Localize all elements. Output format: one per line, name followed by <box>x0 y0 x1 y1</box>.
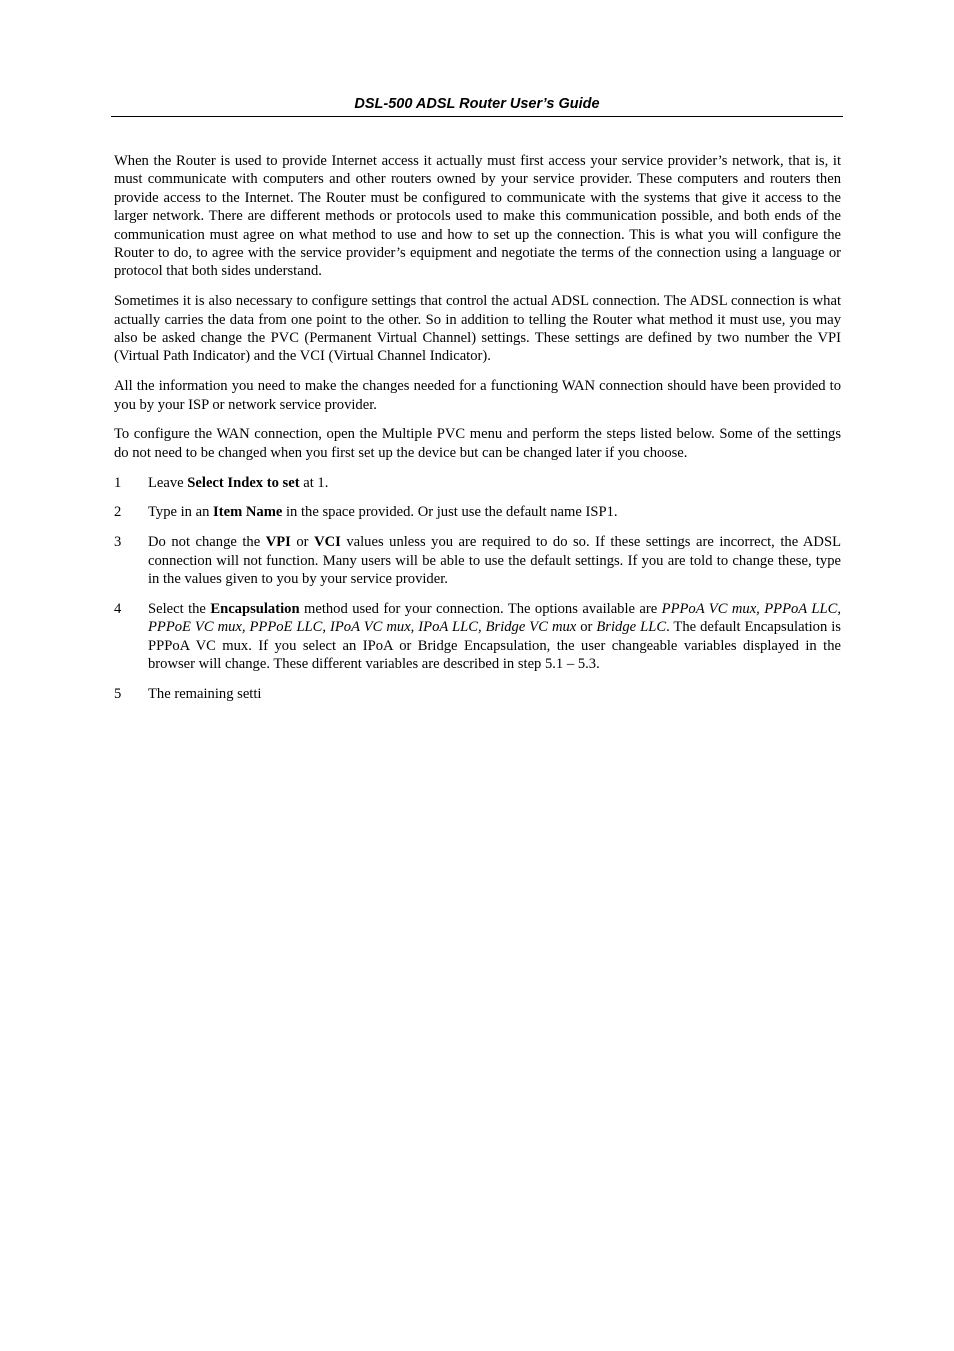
paragraph-configure-wan: To configure the WAN connection, open the Multiple PVC menu and perform the steps listed below. Some of the settings do not need to be changed when you first set up the device but can be changed later if you choose. <box>114 426 841 461</box>
step-text: at 1. <box>299 474 329 491</box>
step-text: Leave <box>148 474 188 491</box>
step-4 <box>114 600 841 674</box>
step-5 <box>114 685 841 703</box>
step-text: in the space provided. Or just use the default name ISP1. <box>282 504 618 521</box>
step-number: 4 <box>114 600 122 617</box>
step-number: 5 <box>114 685 122 702</box>
paragraph-router-access: When the Router is used to provide Internet access it actually must first access your service provider’s network, that is, it must communicate with computers and other routers owned by your service provider. These computers and routers then provide access to the Internet. The Router must be configured to communicate with the systems that give it access to the larger network. There are different methods or protocols used to make this communication possible, and both ends of the communication must agree on what method to use and how to set up the connection. This is what you will configure the Router to do, to agree with the service provider’s equipment and negotiate the terms of the connection using a language or protocol that both sides understand. <box>114 153 841 280</box>
step-term: Item Name <box>213 504 283 521</box>
paragraph-isp-information: All the information you need to make the changes needed for a functioning WAN connection should have been provided to you by your ISP or network service provider. <box>114 378 841 413</box>
step-text: or <box>576 619 597 636</box>
step-text: The remaining setti <box>148 685 262 702</box>
step-term: VPI <box>265 534 291 551</box>
step-1 <box>114 474 841 492</box>
step-number: 1 <box>114 474 122 491</box>
step-2 <box>114 503 841 521</box>
step-text: Type in an <box>148 504 214 521</box>
step-text: Do not change the <box>148 534 266 551</box>
step-text: Select the <box>148 600 211 617</box>
step-text: or <box>290 534 315 551</box>
step-number: 3 <box>114 534 122 551</box>
step-number: 2 <box>114 504 122 521</box>
step-term: Select Index to set <box>187 474 300 491</box>
encapsulation-options: PPPoA VC mux, PPPoA LLC, PPPoE VC mux, PPPoE LLC, IPoA VC mux, IPoA LLC, Bridge VC mux <box>148 600 841 636</box>
step-text: . The default Encapsulation is PPPoA VC mux. If you select an IPoA or Bridge Encapsulation, the user changeable variables displayed in the browser will change. These different variables are described in step 5.1 – 5.3. <box>148 619 841 673</box>
step-3 <box>114 533 841 588</box>
step-term: Encapsulation <box>210 600 300 617</box>
step-text: values unless you are required to do so. If these settings are incorrect, the ADSL connection will not function. Many users will be able to use the default settings. If you are told to change these, type in the values given to you by your service provider. <box>148 534 842 588</box>
paragraph-adsl-connection: Sometimes it is also necessary to configure settings that control the actual ADSL connection. The ADSL connection is what actually carries the data from one point to the other. So in addition to telling the Router what method it must use, you may also be asked change the PVC (Permanent Virtual Channel) settings. These settings are defined by two number the VPI (Virtual Path Indicator) and the VCI (Virtual Channel Indicator). <box>114 293 841 365</box>
body-text <box>114 152 841 715</box>
step-text: method used for your connection. The options available are <box>299 600 662 617</box>
step-term: VCI <box>314 534 341 551</box>
running-header: DSL-500 ADSL Router User’s Guide <box>111 94 843 117</box>
encapsulation-option-bridge-llc: Bridge LLC <box>596 619 667 636</box>
